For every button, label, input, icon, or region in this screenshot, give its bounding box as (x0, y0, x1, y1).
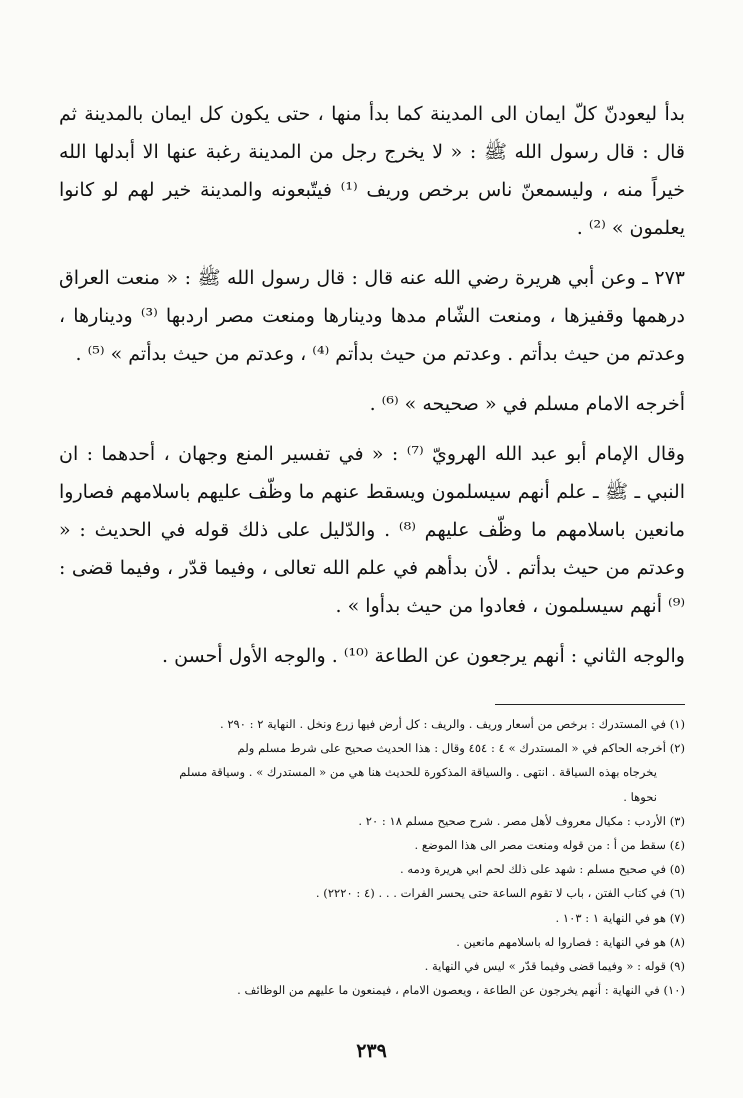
footnote-3: (٣) الأردب : مكيال معروف لأهل مصر . شرح صحيح مسلم ١٨ : ٢٠ . (358, 813, 685, 828)
main-text (59, 95, 685, 675)
page-number: ٢٣٩ (356, 1040, 387, 1062)
footnotes (59, 712, 685, 1002)
footnote-1: (١) في المستدرك : برخص من أسعار وريف . والريف : كل أرض فيها زرع ونخل . النهاية ٢ : ٢٩٠ . (219, 717, 685, 731)
footnote-7: (٧) هو في النهاية ١ : ١٠٣ . (555, 910, 685, 925)
paragraph-gap (59, 373, 685, 385)
footnote-5: (٥) في صحيح مسلم : شهد على ذلك لحم ابي هريرة ودمه . (400, 862, 685, 877)
harawi-commentary: وقال الإمام أبو عبد الله الهرويّ ⁽⁷⁾ : « في تفسير المنع وجهان ، أحدهما : ان النبي ـ ﷺ ـ علم أنهم سيسلمون ويسقط عنهم ما وظّف عليهم باسلامهم فصاروا مانعين باسلامهم ما وظّف عليهم ⁽⁸⁾ . والدّليل على ذلك قوله في الحديث : « وعدتم من حيث بدأتم . لأن بدأهم في علم الله تعالى ، وفيما قدّر ، وفيما قضى : ⁽⁹⁾ أنهم سيسلمون ، فعادوا من حيث بدأوا » . (59, 443, 685, 617)
footnote-2-continued: يخرجاه بهذه السياقة . انتهى . والسياقة المذكورة للحديث هنا هي من « المستدرك » . وسياقة مسلم (179, 765, 657, 780)
hadith-273: ٢٧٣ ـ وعن أبي هريرة رضي الله عنه قال : قال رسول الله ﷺ : « منعت العراق درهمها وقفيزها ، ومنعت الشّام مدها ودينارها ومنعت مصر اردبها ⁽³⁾ ودينارها ، وعدتم من حيث بدأتم . وعدتم من حيث بدأتم ⁽⁴⁾ ، وعدتم من حيث بدأتم » ⁽⁵⁾ . (59, 267, 685, 365)
footnote-2-end: نحوها . (623, 789, 657, 804)
second-interpretation: والوجه الثاني : أنهم يرجعون عن الطاعة ⁽¹⁰⁾ . والوجه الأول أحسن . (162, 645, 685, 667)
paragraph-gap (59, 423, 685, 435)
paragraph-1: بدأ ليعودنّ كلّ ايمان الى المدينة كما بدأ منها ، حتى يكون كل ايمان بالمدينة ثم قال : قال رسول الله ﷺ : « لا يخرج رجل من المدينة رغبة عنها الا أبدلها الله خيراً منه ، وليسمعنّ ناس برخص وريف ⁽¹⁾ فيتّبعونه والمدينة خير لهم لو كانوا يعلمون » ⁽²⁾ . (59, 103, 686, 239)
footnote-4: (٤) سقط من أ : من قوله ومنعت مصر الى هذا الموضع . (414, 838, 685, 853)
paragraph-gap (59, 625, 685, 637)
footnote-6: (٦) في كتاب الفتن ، باب لا تقوم الساعة حتى يحسر الفرات . . . (٤ : ٢٢٢٠) . (315, 886, 685, 901)
footnote-divider (495, 704, 685, 705)
footnote-2: (٢) أخرجه الحاكم في « المستدرك » ٤ : ٤٥٤ وقال : هذا الحديث صحيح على شرط مسلم ولم (237, 741, 685, 756)
source-note: أخرجه الامام مسلم في « صحيحه » ⁽⁶⁾ . (369, 393, 685, 415)
footnote-10: (١٠) في النهاية : أنهم يخرجون عن الطاعة ، ويعصون الامام ، فيمنعون ما عليهم من الوظائف . (237, 983, 685, 998)
footnote-9: (٩) قوله : « وفيما قضى وفيما قدّر » ليس في النهاية . (424, 959, 685, 974)
paragraph-gap (59, 247, 685, 259)
footnote-8: (٨) هو في النهاية : فصاروا له باسلامهم مانعين . (456, 934, 685, 949)
